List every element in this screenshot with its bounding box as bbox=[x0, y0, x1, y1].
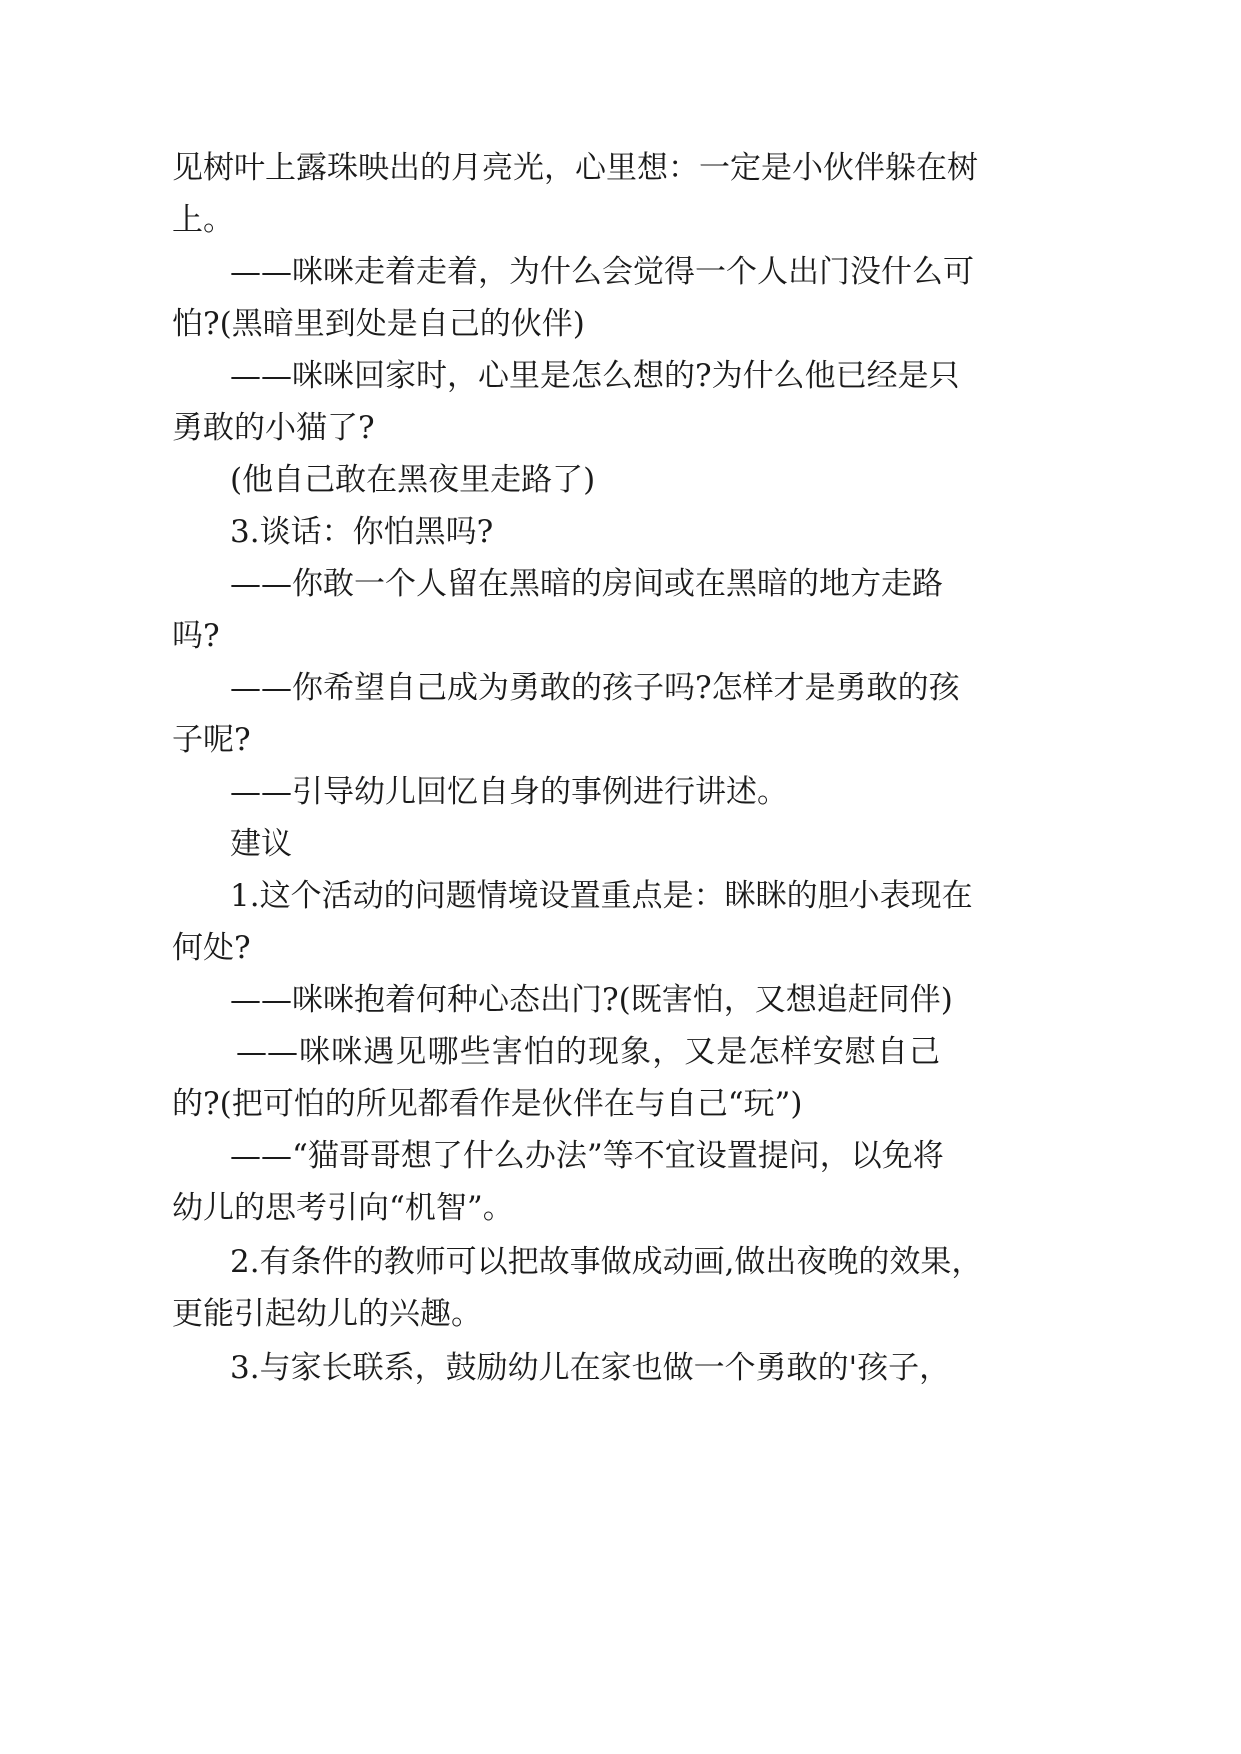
text-line: ——引导幼儿回忆自身的事例进行讲述。 bbox=[230, 774, 788, 810]
text-line: ——咪咪回家时，心里是怎么想的?为什么他已经是只 bbox=[230, 358, 960, 394]
text-line: 3.与家长联系，鼓励幼儿在家也做一个勇敢的'孩子， bbox=[230, 1350, 951, 1386]
text-line: 2.有条件的教师可以把故事做成动画,做出夜晚的效果， bbox=[230, 1244, 983, 1280]
text-line: ——咪咪走着走着，为什么会觉得一个人出门没什么可 bbox=[230, 254, 974, 290]
text-line: 子呢? bbox=[172, 722, 251, 758]
text-line: 的?(把可怕的所见都看作是伙伴在与自己“玩”) bbox=[172, 1086, 803, 1122]
text-line: 何处? bbox=[172, 930, 251, 966]
text-line: ——“猫哥哥想了什么办法”等不宜设置提问，以免将 bbox=[230, 1138, 944, 1174]
text-line: 幼儿的思考引向“机智”。 bbox=[172, 1190, 514, 1226]
text-line: 吗? bbox=[172, 618, 220, 654]
text-line: ——你希望自己成为勇敢的孩子吗?怎样才是勇敢的孩 bbox=[230, 670, 960, 706]
text-line: ——咪咪抱着何种心态出门?(既害怕，又想追赶同伴) bbox=[230, 982, 953, 1018]
text-line: 见树叶上露珠映出的月亮光，心里想：一定是小伙伴躲在树 bbox=[172, 150, 978, 186]
text-line: 勇敢的小猫了? bbox=[172, 410, 375, 446]
text-line: (他自己敢在黑夜里走路了) bbox=[230, 462, 596, 498]
text-line: 3.谈话：你怕黑吗? bbox=[230, 514, 494, 550]
text-line: 怕?(黑暗里到处是自己的伙伴) bbox=[172, 306, 585, 342]
text-line: ——你敢一个人留在黑暗的房间或在黑暗的地方走路 bbox=[230, 566, 943, 602]
text-line: ——咪咪遇见哪些害怕的现象，又是怎样安慰自己 bbox=[236, 1034, 940, 1070]
text-line: 上。 bbox=[172, 202, 234, 238]
section-heading: 建议 bbox=[230, 826, 292, 862]
text-line: 更能引起幼儿的兴趣。 bbox=[172, 1296, 482, 1332]
text-line: 1.这个活动的问题情境设置重点是：眯眯的胆小表现在 bbox=[230, 878, 973, 914]
